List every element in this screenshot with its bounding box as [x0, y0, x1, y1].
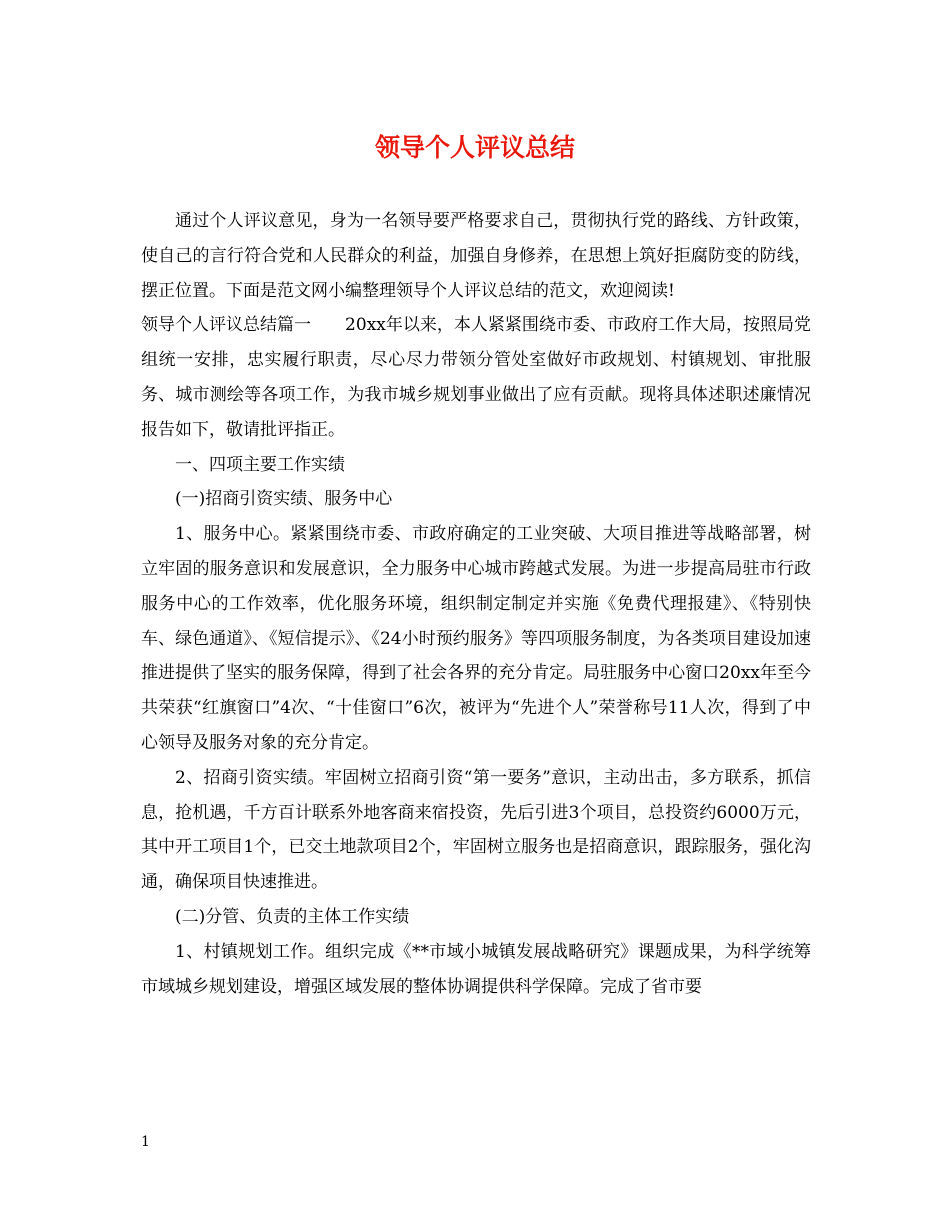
paragraph: 2、招商引资实绩。牢固树立招商引资“第一要务”意识，主动出击，多方联系，抓信息，抢机遇，千方百计联系外地客商来宿投资，先后引进3个项目，总投资约6000万元，其中开工项目1个，已交土地款项目2个，牢固树立服务也是招商意识，跟踪服务，强化沟通，确保项目快速推进。 — [141, 767, 811, 893]
paragraph: 1、村镇规划工作。组织完成《**市域小城镇发展战略研究》课题成果，为科学统筹市域城乡规划建设，增强区域发展的整体协调提供科学保障。完成了省市要 — [141, 941, 811, 997]
document-body — [141, 204, 811, 1004]
page-number: 1 — [141, 1134, 150, 1150]
paragraph: (一)招商引资实绩、服务中心 — [175, 489, 393, 510]
paragraph: 1、服务中心。紧紧围绕市委、市政府确定的工业突破、大项目推进等战略部署，树立牢固的服务意识和发展意识，全力服务中心城市跨越式发展。为进一步提高局驻市行政服务中心的工作效率，优化服务环境，组织制定制定并实施《免费代理报建》、《特别快车、绿色通道》、《短信提示》、《24小时预约服务》等四项服务制度，为各类项目建设加速推进提供了坚实的服务保障，得到了社会各界的充分肯定。局驻服务中心窗口20xx年至今共荣获“红旗窗口”4次、“十佳窗口”6次，被评为“先进个人”荣誉称号11人次，得到了中心领导及服务对象的充分肯定。 — [141, 524, 811, 753]
paragraph: (二)分管、负责的主体工作实绩 — [175, 906, 410, 927]
paragraph: 一、四项主要工作实绩 — [175, 454, 345, 475]
paragraph: 领导个人评议总结篇一 20xx年以来，本人紧紧围绕市委、市政府工作大局，按照局党组统一安排，忠实履行职责，尽心尽力带领分管处室做好市政规划、村镇规划、审批服务、城市测绘等各项工作，为我市城乡规划事业做出了应有贡献。现将具体述职述廉情况报告如下，敬请批评指正。 — [141, 315, 811, 440]
paragraph: 通过个人评议意见，身为一名领导要严格要求自己，贯彻执行党的路线、方针政策，使自己的言行符合党和人民群众的利益，加强自身修养，在思想上筑好拒腐防变的防线，摆正位置。下面是范文网小编整理领导个人评议总结的范文，欢迎阅读! — [141, 211, 811, 301]
page-title: 领导个人评议总结 — [374, 133, 575, 162]
